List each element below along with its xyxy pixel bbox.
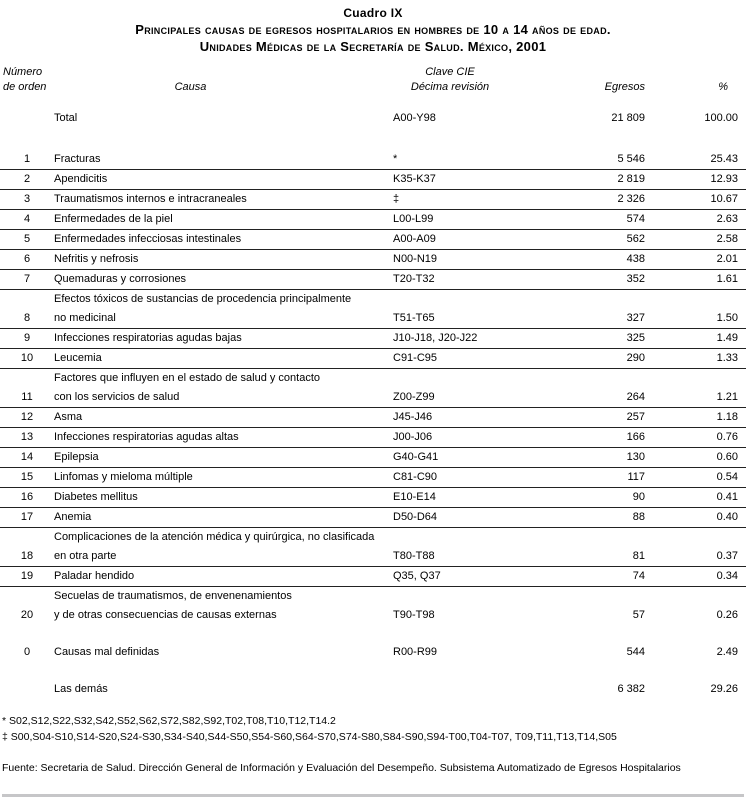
causa-line: Paladar hendido — [54, 570, 135, 582]
row-number: 16 — [0, 488, 54, 508]
table-row — [0, 349, 746, 369]
row-number: 2 — [0, 170, 54, 190]
row-percent: 100.00 — [704, 112, 738, 124]
row-number: 12 — [0, 408, 54, 428]
row-percent: 1.18 — [653, 408, 746, 428]
row-egresos: 327 — [557, 290, 653, 329]
table-row — [0, 270, 746, 290]
header-egresos-line: Egresos — [604, 81, 645, 93]
row-egresos: 352 — [557, 270, 653, 290]
row-egresos: 74 — [557, 567, 653, 587]
row-causa — [54, 625, 387, 662]
column-header-egresos — [557, 55, 653, 101]
row-percent: 0.41 — [653, 488, 746, 508]
causa-line: con los servicios de salud — [54, 391, 180, 403]
row-clave-cie: R00-R99 — [393, 646, 438, 658]
row-number: 7 — [0, 270, 54, 290]
table-row — [0, 448, 746, 468]
row-egresos: 264 — [557, 369, 653, 408]
row-egresos: 81 — [557, 528, 653, 567]
row-clave-cie: C91-C95 — [387, 349, 557, 369]
table-row — [0, 488, 746, 508]
table-row — [0, 662, 746, 699]
row-causa — [54, 210, 387, 230]
row-clave-cie: T51-T65 — [387, 290, 557, 329]
row-clave-cie: J00-J06 — [387, 428, 557, 448]
row-egresos: 90 — [557, 488, 653, 508]
row-causa — [54, 508, 387, 528]
causa-line: Fracturas — [54, 153, 101, 165]
causa-line: Total — [54, 112, 78, 124]
row-number: 1 — [0, 150, 54, 170]
row-clave-cie: N00-N19 — [387, 250, 557, 270]
table-row — [0, 508, 746, 528]
table-row — [0, 625, 746, 662]
causa-line: Efectos tóxicos de sustancias de procedencia principalmente — [54, 293, 352, 305]
header-clave-cie-line: Clave CIE — [425, 66, 475, 78]
row-causa — [54, 250, 387, 270]
row-number — [0, 101, 54, 150]
source-line: Fuente: Secretaria de Salud. Dirección General de Información y Evaluación del Desempeño. Subsistema Automatizado de Egresos Hospitalarios — [2, 762, 681, 774]
row-number: 8 — [0, 290, 54, 329]
row-causa — [54, 662, 387, 699]
row-egresos: 166 — [557, 428, 653, 448]
row-percent: 29.26 — [710, 683, 738, 695]
table-title-line-1: Principales causas de egresos hospitalarios en hombres de 10 a 14 años de edad. — [135, 22, 611, 37]
row-number: 15 — [0, 468, 54, 488]
causa-line: Diabetes mellitus — [54, 491, 138, 503]
row-percent: 12.93 — [653, 170, 746, 190]
row-causa — [54, 190, 387, 210]
row-causa — [54, 369, 387, 408]
row-percent: 1.33 — [653, 349, 746, 369]
causa-line: Nefritis y nefrosis — [54, 253, 139, 265]
row-egresos: 544 — [626, 646, 645, 658]
row-percent: 2.01 — [653, 250, 746, 270]
row-egresos: 290 — [557, 349, 653, 369]
causa-line: Asma — [54, 411, 83, 423]
row-number: 0 — [23, 646, 31, 658]
row-number: 14 — [0, 448, 54, 468]
row-causa — [54, 101, 387, 150]
title-block — [0, 5, 746, 55]
row-egresos: 57 — [632, 609, 645, 621]
row-clave-cie: J45-J46 — [387, 408, 557, 428]
table-row — [0, 210, 746, 230]
causa-line: Epilepsia — [54, 451, 99, 463]
row-clave-cie: J10-J18, J20-J22 — [387, 329, 557, 349]
row-clave-cie: T20-T32 — [387, 270, 557, 290]
row-causa — [54, 270, 387, 290]
causa-line: Complicaciones de la atención médica y quirúrgica, no clasificada — [54, 531, 375, 543]
row-number: 17 — [0, 508, 54, 528]
row-clave-cie: E10-E14 — [387, 488, 557, 508]
row-number: 11 — [0, 369, 54, 408]
row-causa — [54, 428, 387, 448]
row-egresos: 325 — [557, 329, 653, 349]
row-number: 4 — [0, 210, 54, 230]
row-clave-cie: L00-L99 — [387, 210, 557, 230]
row-percent: 0.60 — [653, 448, 746, 468]
table-row — [0, 587, 746, 626]
table-row — [0, 290, 746, 329]
table-row — [0, 567, 746, 587]
row-causa — [54, 230, 387, 250]
column-header-clave-cie — [387, 55, 557, 101]
row-percent: 0.26 — [716, 609, 738, 621]
footnote-dagger: ‡ S00,S04-S10,S14-S20,S24-S30,S34-S40,S44-S50,S54-S60,S64-S70,S74-S80,S84-S90,S94-T00,T04-T07, T09,T11,T13,T14,S05 — [2, 731, 617, 743]
causa-line: Infecciones respiratorias agudas altas — [54, 431, 239, 443]
causa-line: Enfermedades de la piel — [54, 213, 173, 225]
row-egresos: 574 — [557, 210, 653, 230]
footnote-asterisk: * S02,S12,S22,S32,S42,S52,S62,S72,S82,S92,T02,T08,T10,T12,T14.2 — [2, 715, 336, 727]
table-row — [0, 528, 746, 567]
footnotes-block — [2, 713, 746, 745]
causa-line: y de otras consecuencias de causas externas — [54, 609, 277, 621]
row-clave-cie: Z00-Z99 — [387, 369, 557, 408]
egresos-table — [0, 55, 746, 699]
row-percent: 1.61 — [653, 270, 746, 290]
row-clave-cie: * — [387, 150, 557, 170]
row-egresos: 2 819 — [557, 170, 653, 190]
row-egresos: 21 809 — [611, 112, 645, 124]
row-causa — [54, 290, 387, 329]
table-title-line-2: Unidades Médicas de la Secretaría de Salud. México, 2001 — [199, 39, 547, 54]
table-header-row — [0, 55, 746, 101]
row-percent: 1.50 — [653, 290, 746, 329]
row-egresos: 257 — [557, 408, 653, 428]
row-percent: 0.54 — [653, 468, 746, 488]
table-row — [0, 190, 746, 210]
table-row — [0, 250, 746, 270]
causa-line: Leucemia — [54, 352, 102, 364]
row-causa — [54, 528, 387, 567]
header-de-orden-line: de orden — [3, 81, 47, 93]
table-row — [0, 150, 746, 170]
row-egresos: 2 326 — [557, 190, 653, 210]
table-row — [0, 369, 746, 408]
row-egresos: 130 — [557, 448, 653, 468]
table-caption: Cuadro IX — [343, 6, 403, 20]
row-percent: 0.37 — [653, 528, 746, 567]
row-clave-cie: D50-D64 — [387, 508, 557, 528]
row-number: 20 — [20, 609, 34, 621]
causa-line: Las demás — [54, 683, 108, 695]
row-percent: 2.49 — [716, 646, 738, 658]
causa-line: Apendicitis — [54, 173, 108, 185]
row-percent: 2.58 — [653, 230, 746, 250]
column-header-numero-de-orden — [0, 55, 54, 101]
row-causa — [54, 448, 387, 468]
table-body — [0, 101, 746, 699]
header-percent-line: % — [718, 81, 728, 93]
row-clave-cie — [387, 662, 557, 699]
row-clave-cie: K35-K37 — [387, 170, 557, 190]
row-causa — [54, 408, 387, 428]
causa-line: Causas mal definidas — [54, 646, 160, 658]
row-egresos: 117 — [557, 468, 653, 488]
row-percent: 1.21 — [653, 369, 746, 408]
row-percent: 2.63 — [653, 210, 746, 230]
row-number: 18 — [0, 528, 54, 567]
row-number: 9 — [0, 329, 54, 349]
causa-line: no medicinal — [54, 312, 116, 324]
header-decima-revision-line: Décima revisión — [410, 81, 490, 93]
row-causa — [54, 170, 387, 190]
row-percent: 10.67 — [653, 190, 746, 210]
row-number: 3 — [0, 190, 54, 210]
row-number: 19 — [0, 567, 54, 587]
row-egresos: 438 — [557, 250, 653, 270]
causa-line: Infecciones respiratorias agudas bajas — [54, 332, 242, 344]
causa-line: Quemaduras y corrosiones — [54, 273, 187, 285]
row-causa — [54, 349, 387, 369]
row-clave-cie: C81-C90 — [387, 468, 557, 488]
causa-line: Secuelas de traumatismos, de envenenamientos — [54, 590, 292, 602]
row-clave-cie: T90-T98 — [393, 609, 435, 621]
row-clave-cie: A00-A09 — [387, 230, 557, 250]
row-causa — [54, 488, 387, 508]
causa-line: Anemia — [54, 511, 92, 523]
row-egresos: 88 — [557, 508, 653, 528]
row-percent: 0.40 — [653, 508, 746, 528]
bottom-divider-bar — [2, 794, 744, 797]
row-number: 10 — [0, 349, 54, 369]
row-clave-cie: Q35, Q37 — [387, 567, 557, 587]
row-causa — [54, 329, 387, 349]
row-egresos: 562 — [557, 230, 653, 250]
row-percent: 1.49 — [653, 329, 746, 349]
row-percent: 0.34 — [653, 567, 746, 587]
row-clave-cie: ‡ — [387, 190, 557, 210]
row-number: 6 — [0, 250, 54, 270]
row-egresos: 6 382 — [617, 683, 645, 695]
causa-line: Traumatismos internos e intracraneales — [54, 193, 247, 205]
row-number: 13 — [0, 428, 54, 448]
row-clave-cie: T80-T88 — [387, 528, 557, 567]
row-causa — [54, 567, 387, 587]
table-row — [0, 101, 746, 150]
causa-line: Enfermedades infecciosas intestinales — [54, 233, 242, 245]
table-row — [0, 468, 746, 488]
table-row — [0, 329, 746, 349]
row-number: 5 — [0, 230, 54, 250]
row-clave-cie: A00-Y98 — [393, 112, 436, 124]
causa-line: Linfomas y mieloma múltiple — [54, 471, 193, 483]
row-number — [0, 662, 54, 699]
column-header-causa — [54, 55, 387, 101]
row-percent: 25.43 — [653, 150, 746, 170]
table-row — [0, 408, 746, 428]
causa-line: en otra parte — [54, 550, 117, 562]
column-header-percent — [653, 55, 746, 101]
header-causa-line: Causa — [174, 81, 207, 93]
table-row — [0, 428, 746, 448]
row-causa — [54, 468, 387, 488]
table-row — [0, 170, 746, 190]
table-row — [0, 230, 746, 250]
header-numero-line: Número — [3, 66, 43, 78]
row-egresos: 5 546 — [557, 150, 653, 170]
row-causa — [54, 150, 387, 170]
row-percent: 0.76 — [653, 428, 746, 448]
row-clave-cie: G40-G41 — [387, 448, 557, 468]
causa-line: Factores que influyen en el estado de salud y contacto — [54, 372, 321, 384]
row-causa — [54, 587, 387, 626]
